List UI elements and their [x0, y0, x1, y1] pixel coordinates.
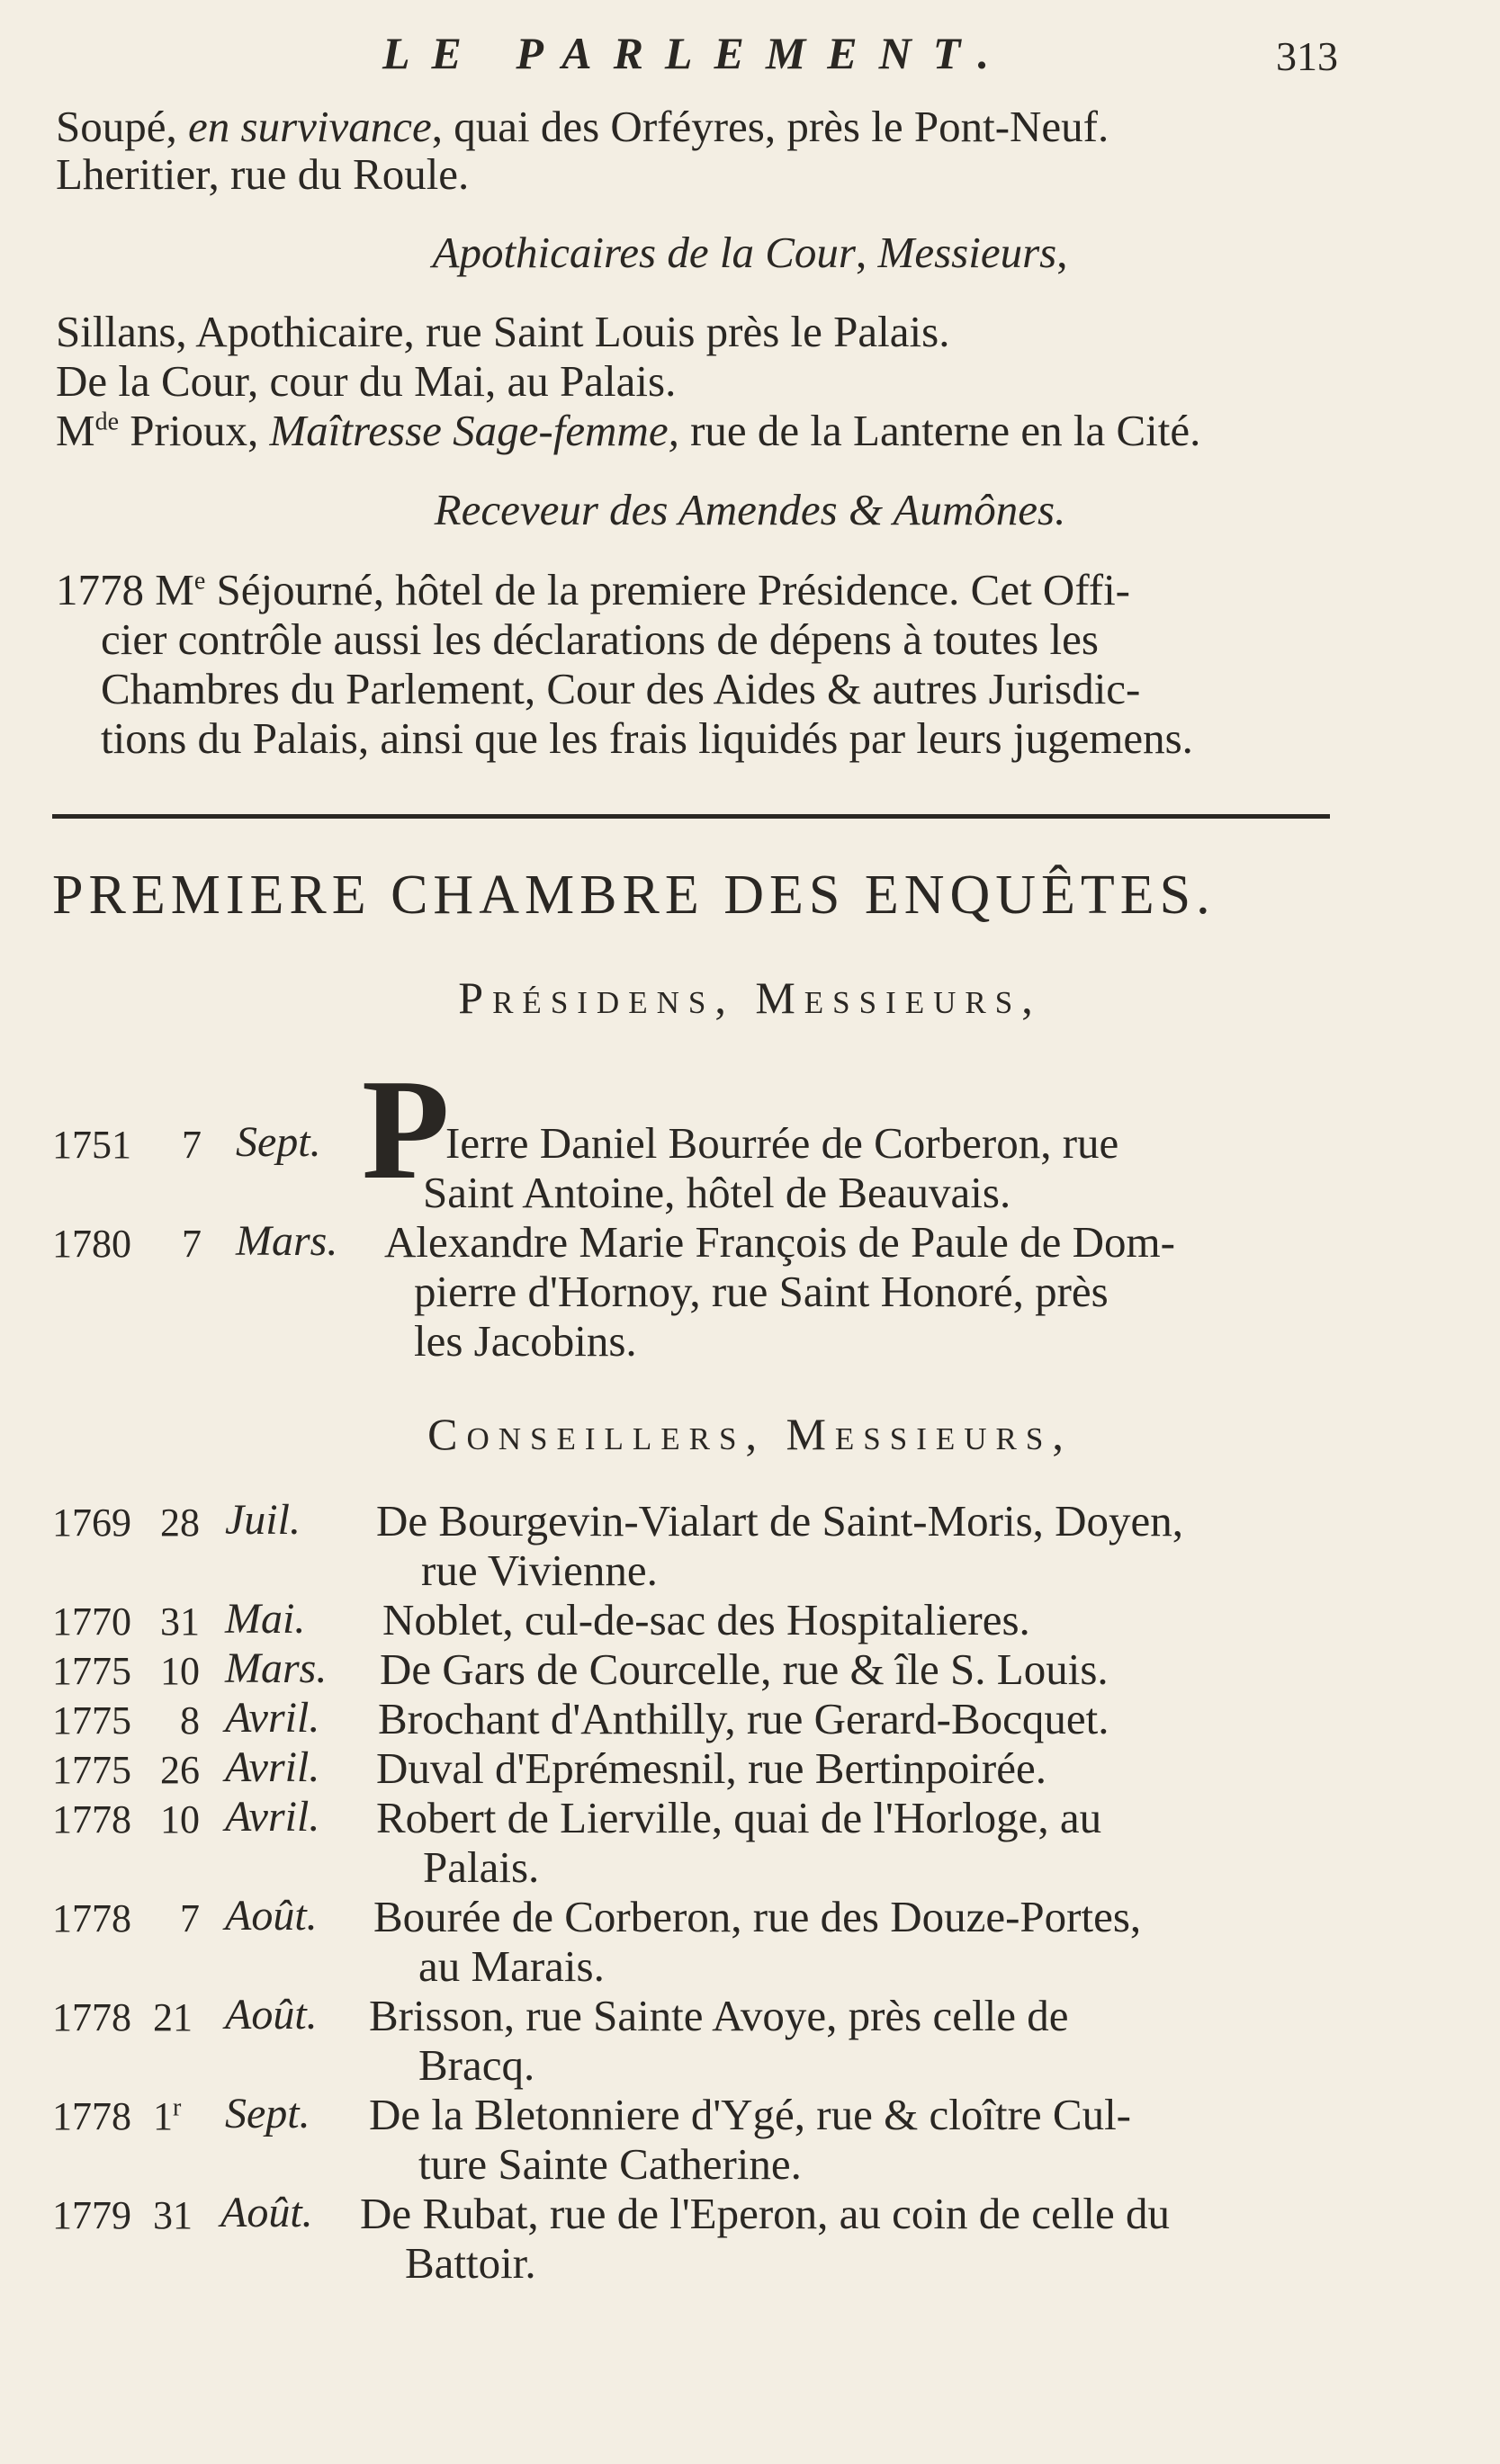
text-fragment-italic: de la	[656, 228, 766, 277]
entry-text: Bracq.	[418, 2040, 535, 2090]
entry-day: 10	[160, 1797, 200, 1841]
entry-day: 26	[160, 1748, 200, 1792]
text-fragment: ,	[1056, 228, 1068, 277]
text-fragment-italic: des	[597, 485, 678, 534]
entry-text: Brisson, rue Sainte Avoye, près celle de	[369, 1991, 1069, 2040]
superscript: de	[94, 408, 120, 436]
entry-day: 31	[153, 2193, 193, 2237]
entry-text: au Marais.	[418, 1941, 605, 1991]
entry-day: 8	[180, 1698, 200, 1743]
text-fragment: 1	[153, 2094, 173, 2138]
entry-month: Mai.	[225, 1595, 306, 1643]
chamber-title: PREMIERE CHAMBRE DES ENQUÊTES.	[52, 865, 1216, 926]
entry-month: Avril.	[225, 1694, 320, 1742]
entry-month: Août.	[225, 1991, 318, 2038]
entry-text: Brochant d'Anthilly, rue Gerard-Bocquet.	[378, 1694, 1109, 1743]
entry-text: Ierre Daniel Bourrée de Corberon, rue	[445, 1118, 1119, 1168]
text-line-prioux	[56, 405, 1200, 456]
section-heading-apothicaires	[0, 227, 1500, 278]
entry-year: 1775	[52, 1748, 131, 1792]
entry-month: Août.	[220, 2189, 313, 2236]
entry-year: 1769	[52, 1501, 131, 1545]
section-heading-receveur	[0, 484, 1500, 535]
drop-cap: P	[362, 1049, 450, 1209]
entry-text: De Bourgevin-Vialart de Saint-Moris, Doyen,	[376, 1496, 1184, 1546]
entry-text: Robert de Lierville, quai de l'Horloge, au	[376, 1793, 1102, 1842]
text-line-lheritier: Lheritier, rue du Roule.	[56, 149, 470, 199]
entry-day: 7	[180, 1896, 200, 1940]
text-line-receveur-3: Chambres du Parlement, Cour des Aides & autres Jurisdic-	[101, 664, 1141, 713]
page-number: 313	[1276, 33, 1338, 79]
entry-text: les Jacobins.	[414, 1316, 637, 1366]
text-fragment: 1778 M	[56, 565, 194, 614]
entry-text: De Gars de Courcelle, rue & île S. Louis.	[380, 1644, 1109, 1694]
text-line-de-la-cour: De la Cour, cour du Mai, au Palais.	[56, 356, 677, 406]
text-fragment: , quai des Orféyres, près le Pont-Neuf.	[431, 102, 1109, 151]
text-line-soupe	[56, 101, 1109, 152]
entry-text: ture Sainte Catherine.	[418, 2139, 802, 2189]
entry-year: 1751	[52, 1123, 131, 1167]
text-fragment-italic: Receveur	[434, 485, 598, 534]
conseillers-heading: Conseillers, Messieurs,	[427, 1409, 1073, 1459]
entry-month: Juil.	[225, 1496, 301, 1544]
entry-year: 1778	[52, 2094, 131, 2138]
entry-text: Battoir.	[405, 2238, 536, 2288]
text-fragment-italic: Maîtresse Sage-femme,	[269, 406, 679, 455]
entry-text: Alexandre Marie François de Paule de Dom-	[384, 1217, 1175, 1267]
text-fragment: M	[56, 406, 95, 455]
entry-month: Mars.	[225, 1644, 328, 1692]
text-fragment: Soupé,	[56, 102, 188, 151]
entry-text: pierre d'Hornoy, rue Saint Honoré, près	[414, 1267, 1109, 1316]
entry-year: 1778	[52, 1896, 131, 1940]
entry-text: Palais.	[423, 1842, 540, 1892]
text-fragment: Séjourné, hôtel de la premiere Présidence. Cet Offi-	[205, 565, 1130, 614]
text-fragment-italic: Apothicaires	[432, 228, 657, 277]
presidens-heading: Présidens, Messieurs,	[458, 972, 1042, 1023]
text-line-sillans: Sillans, Apothicaire, rue Saint Louis près le Palais.	[56, 307, 950, 356]
entry-month: Avril.	[225, 1793, 320, 1841]
text-line-receveur-4: tions du Palais, ainsi que les frais liquidés par leurs jugemens.	[101, 713, 1193, 763]
entry-day: 7	[182, 1123, 202, 1167]
entry-year: 1778	[52, 1995, 131, 2039]
entry-day: 28	[160, 1501, 200, 1545]
entry-month: Sept.	[225, 2090, 310, 2137]
text-line-sejourne	[56, 564, 1130, 615]
entry-month: Sept.	[236, 1118, 321, 1166]
entry-month: Août.	[225, 1892, 318, 1940]
text-fragment: ,	[856, 228, 878, 277]
entry-text: Noblet, cul-de-sac des Hospitalieres.	[382, 1595, 1030, 1644]
horizontal-rule	[52, 814, 1330, 819]
entry-day: 21	[153, 1995, 193, 2039]
entry-day: 7	[182, 1222, 202, 1266]
text-fragment-italic: en survivance	[188, 102, 432, 151]
text-fragment-italic: Amendes & Aumônes.	[678, 485, 1066, 534]
entry-year: 1780	[52, 1222, 131, 1266]
entry-year: 1775	[52, 1649, 131, 1693]
entry-text: De Rubat, rue de l'Eperon, au coin de celle du	[360, 2189, 1171, 2238]
entry-year: 1770	[52, 1599, 131, 1644]
entry-year: 1778	[52, 1797, 131, 1841]
entry-text: rue Vivienne.	[421, 1546, 658, 1595]
text-line-receveur-2: cier contrôle aussi les déclarations de dépens à toutes les	[101, 614, 1099, 664]
entry-year: 1775	[52, 1698, 131, 1743]
entry-day	[153, 2093, 181, 2139]
text-fragment-italic: Messieurs	[877, 228, 1057, 277]
entry-text: Bourée de Corberon, rue des Douze-Portes,	[373, 1892, 1142, 1941]
entry-day: 10	[160, 1649, 200, 1693]
text-fragment: rue de la Lanterne en la Cité.	[678, 406, 1201, 455]
entry-text: Saint Antoine, hôtel de Beauvais.	[423, 1168, 1011, 1217]
running-head: LE PARLEMENT.	[382, 28, 1011, 78]
entry-text: Duval d'Eprémesnil, rue Bertinpoirée.	[376, 1743, 1046, 1793]
entry-year: 1779	[52, 2193, 131, 2237]
entry-month: Mars.	[236, 1217, 338, 1265]
entry-day: 31	[160, 1599, 200, 1644]
superscript: r	[173, 2093, 182, 2122]
entry-text: De la Bletonniere d'Ygé, rue & cloître Cul-	[369, 2090, 1131, 2139]
text-fragment: Prioux,	[119, 406, 270, 455]
superscript: e	[193, 567, 206, 596]
entry-month: Avril.	[225, 1743, 320, 1791]
text-fragment-italic: Cour	[765, 228, 856, 277]
